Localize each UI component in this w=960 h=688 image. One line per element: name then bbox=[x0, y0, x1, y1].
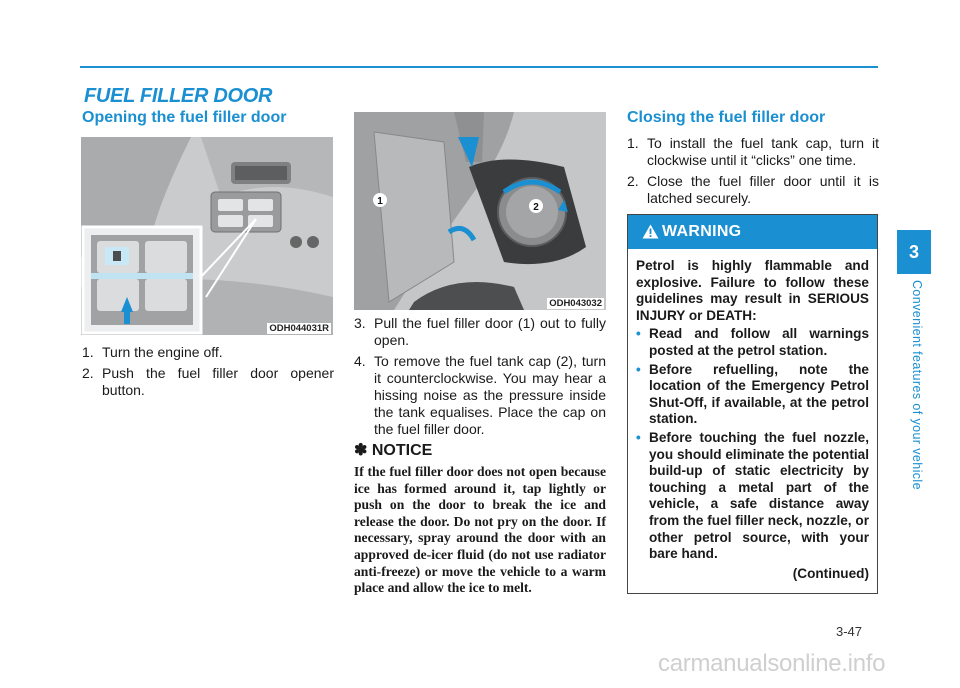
photo-code-cap: ODH043032 bbox=[549, 298, 602, 309]
closing-steps bbox=[627, 135, 879, 211]
step-text: Pull the fuel filler door (1) out to fully open. bbox=[374, 315, 606, 348]
step-number: 3. bbox=[354, 315, 366, 331]
step-text: Turn the engine off. bbox=[102, 344, 223, 360]
top-rule bbox=[80, 66, 878, 68]
bullet-dot: • bbox=[636, 326, 641, 342]
notice-heading: ✽ NOTICE bbox=[354, 442, 433, 459]
section-title: FUEL FILLER DOOR bbox=[84, 85, 273, 107]
step-text: Close the fuel filler door until it is latched securely. bbox=[647, 173, 879, 206]
closing-heading: Closing the fuel filler door bbox=[627, 109, 826, 126]
bullet-dot: • bbox=[636, 429, 641, 445]
warning-box bbox=[627, 214, 878, 594]
step-number: 4. bbox=[354, 353, 366, 369]
warning-text bbox=[636, 258, 869, 582]
step-text: Push the fuel filler door opener button. bbox=[102, 365, 334, 398]
page-number: 3-47 bbox=[836, 624, 863, 639]
chapter-title: Convenient features of your vehicle bbox=[910, 280, 924, 490]
warning-bullet bbox=[636, 430, 869, 563]
warning-intro: Petrol is highly flammable and explosive. Failure to follow these guidelines may result in SERIOUS INJURY or DEATH: bbox=[636, 258, 869, 323]
warning-bullet-text: Before touching the fuel nozzle, you should eliminate the potential build-up of static electricity by touching a metal part of the vehicle, a safe distance away from the fuel filler neck, nozzle, or other petrol source, with your bare hand. bbox=[649, 429, 869, 562]
warning-continued: (Continued) bbox=[792, 565, 869, 581]
opening-heading: Opening the fuel filler door bbox=[82, 109, 287, 126]
opener-button-photo bbox=[81, 137, 333, 335]
warning-header bbox=[628, 215, 877, 249]
warning-bullet-text: Read and follow all warnings posted at the petrol station. bbox=[649, 326, 869, 358]
step-number: 2. bbox=[82, 365, 94, 381]
middle-steps bbox=[354, 315, 606, 442]
callout-2: 2 bbox=[533, 202, 539, 213]
closing-step-1 bbox=[627, 135, 879, 169]
closing-step-2 bbox=[627, 173, 879, 207]
warning-bullet-text: Before refuelling, note the location of the Emergency Petrol Shut-Off, if available, at the petrol station. bbox=[649, 361, 869, 427]
callout-1: 1 bbox=[377, 196, 383, 207]
photo-code-opener: ODH044031R bbox=[269, 323, 329, 334]
middle-step-3 bbox=[354, 315, 606, 349]
opening-step-2 bbox=[82, 365, 334, 399]
warning-triangle-icon bbox=[642, 224, 659, 239]
opening-step-1 bbox=[82, 344, 334, 361]
notice-body: If the fuel filler door does not open because ice has formed around it, tap lightly or push on the door to break the ice and release the door. Do not pry on the door. If necessary, spray around the door with an approved de-icer fluid (do not use radiator anti-freeze) or move the vehicle to a warm place and allow the ice to melt. bbox=[354, 464, 606, 596]
chapter-number-tab: 3 bbox=[897, 230, 931, 274]
warning-label: WARNING bbox=[662, 223, 742, 240]
step-number: 2. bbox=[627, 173, 639, 189]
step-text: To remove the fuel tank cap (2), turn it counterclockwise. You may hear a hissing noise as the pressure inside the tank equalises. Place the cap on the fuel filler door. bbox=[374, 353, 606, 437]
step-number: 1. bbox=[627, 135, 639, 151]
watermark: carmanualsonline.info bbox=[658, 650, 886, 677]
warning-bullet bbox=[636, 326, 869, 359]
middle-step-4 bbox=[354, 353, 606, 438]
warning-bullet bbox=[636, 362, 869, 428]
step-number: 1. bbox=[82, 344, 94, 360]
opening-steps bbox=[82, 344, 334, 403]
fuel-cap-photo bbox=[354, 112, 606, 310]
bullet-dot: • bbox=[636, 361, 641, 377]
step-text: To install the fuel tank cap, turn it clockwise until it “clicks” one time. bbox=[647, 135, 879, 168]
